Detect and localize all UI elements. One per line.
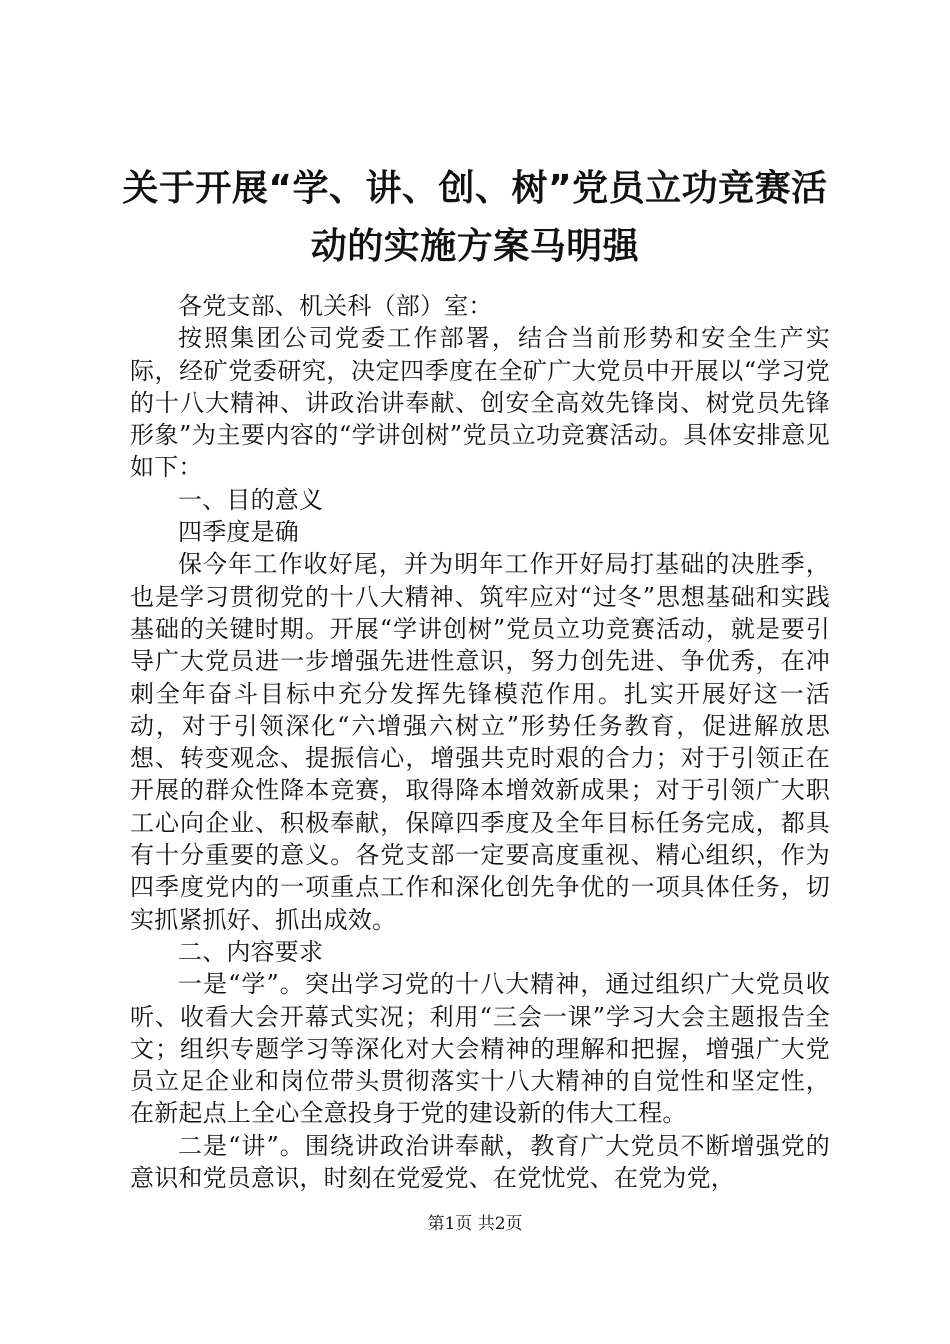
item-paragraph-learn: 一是“学”。突出学习党的十八大精神，通过组织广大党员收听、收看大会开幕式实况；利用“三会一课”学习大会主题报告全文；组织专题学习等深化对大会精神的理解和把握，增强广大党员立足企业和岗位带头贯彻落实十八大精神的自觉性和坚定性，在新起点上全心全意投身于党的建设新的伟大工程。 (130, 970, 830, 1128)
document-body (130, 290, 830, 1194)
page-footer: 第1页 共2页 (427, 1214, 523, 1234)
section1-paragraph: 保今年工作收好尾，并为明年工作开好局打基础的决胜季，也是学习贯彻党的十八大精神、筑牢应对“过冬”思想基础和实践基础的关键时期。开展“学讲创树”党员立功竞赛活动，就是要引导广大党员进一步增强先进性意识，努力创先进、争优秀，在冲刺全年奋斗目标中充分发挥先锋模范作用。扎实开展好这一活动，对于引领深化“六增强六树立”形势任务教育，促进解放思想、转变观念、提振信心，增强共克时艰的合力；对于引领正在开展的群众性降本竞赛，取得降本增效新成果；对于引领广大职工心向企业、积极奉献，保障四季度及全年目标任务完成，都具有十分重要的意义。各党支部一定要高度重视、精心组织，作为四季度党内的一项重点工作和深化创先争优的一项具体任务，切实抓紧抓好、抓出成效。 (130, 550, 830, 934)
item-paragraph-speak: 二是“讲”。围绕讲政治讲奉献，教育广大党员不断增强党的意识和党员意识，时刻在党爱党、在党忧党、在党为党， (130, 1131, 830, 1193)
paragraph-line: 四季度是确 (178, 518, 299, 547)
intro-paragraph: 按照集团公司党委工作部署，结合当前形势和安全生产实际，经矿党委研究，决定四季度在全矿广大党员中开展以“学习党的十八大精神、讲政治讲奉献、创安全高效先锋岗、树党员先锋形象”为主要内容的“学讲创树”党员立功竞赛活动。具体安排意见如下： (130, 324, 830, 482)
section-heading: 一、目的意义 (178, 485, 324, 514)
document-title: 关于开展“学、讲、创、树”党员立功竞赛活动的实施方案马明强 (122, 168, 828, 267)
section-heading: 二、内容要求 (178, 937, 324, 966)
salutation: 各党支部、机关科（部）室： (178, 292, 493, 320)
